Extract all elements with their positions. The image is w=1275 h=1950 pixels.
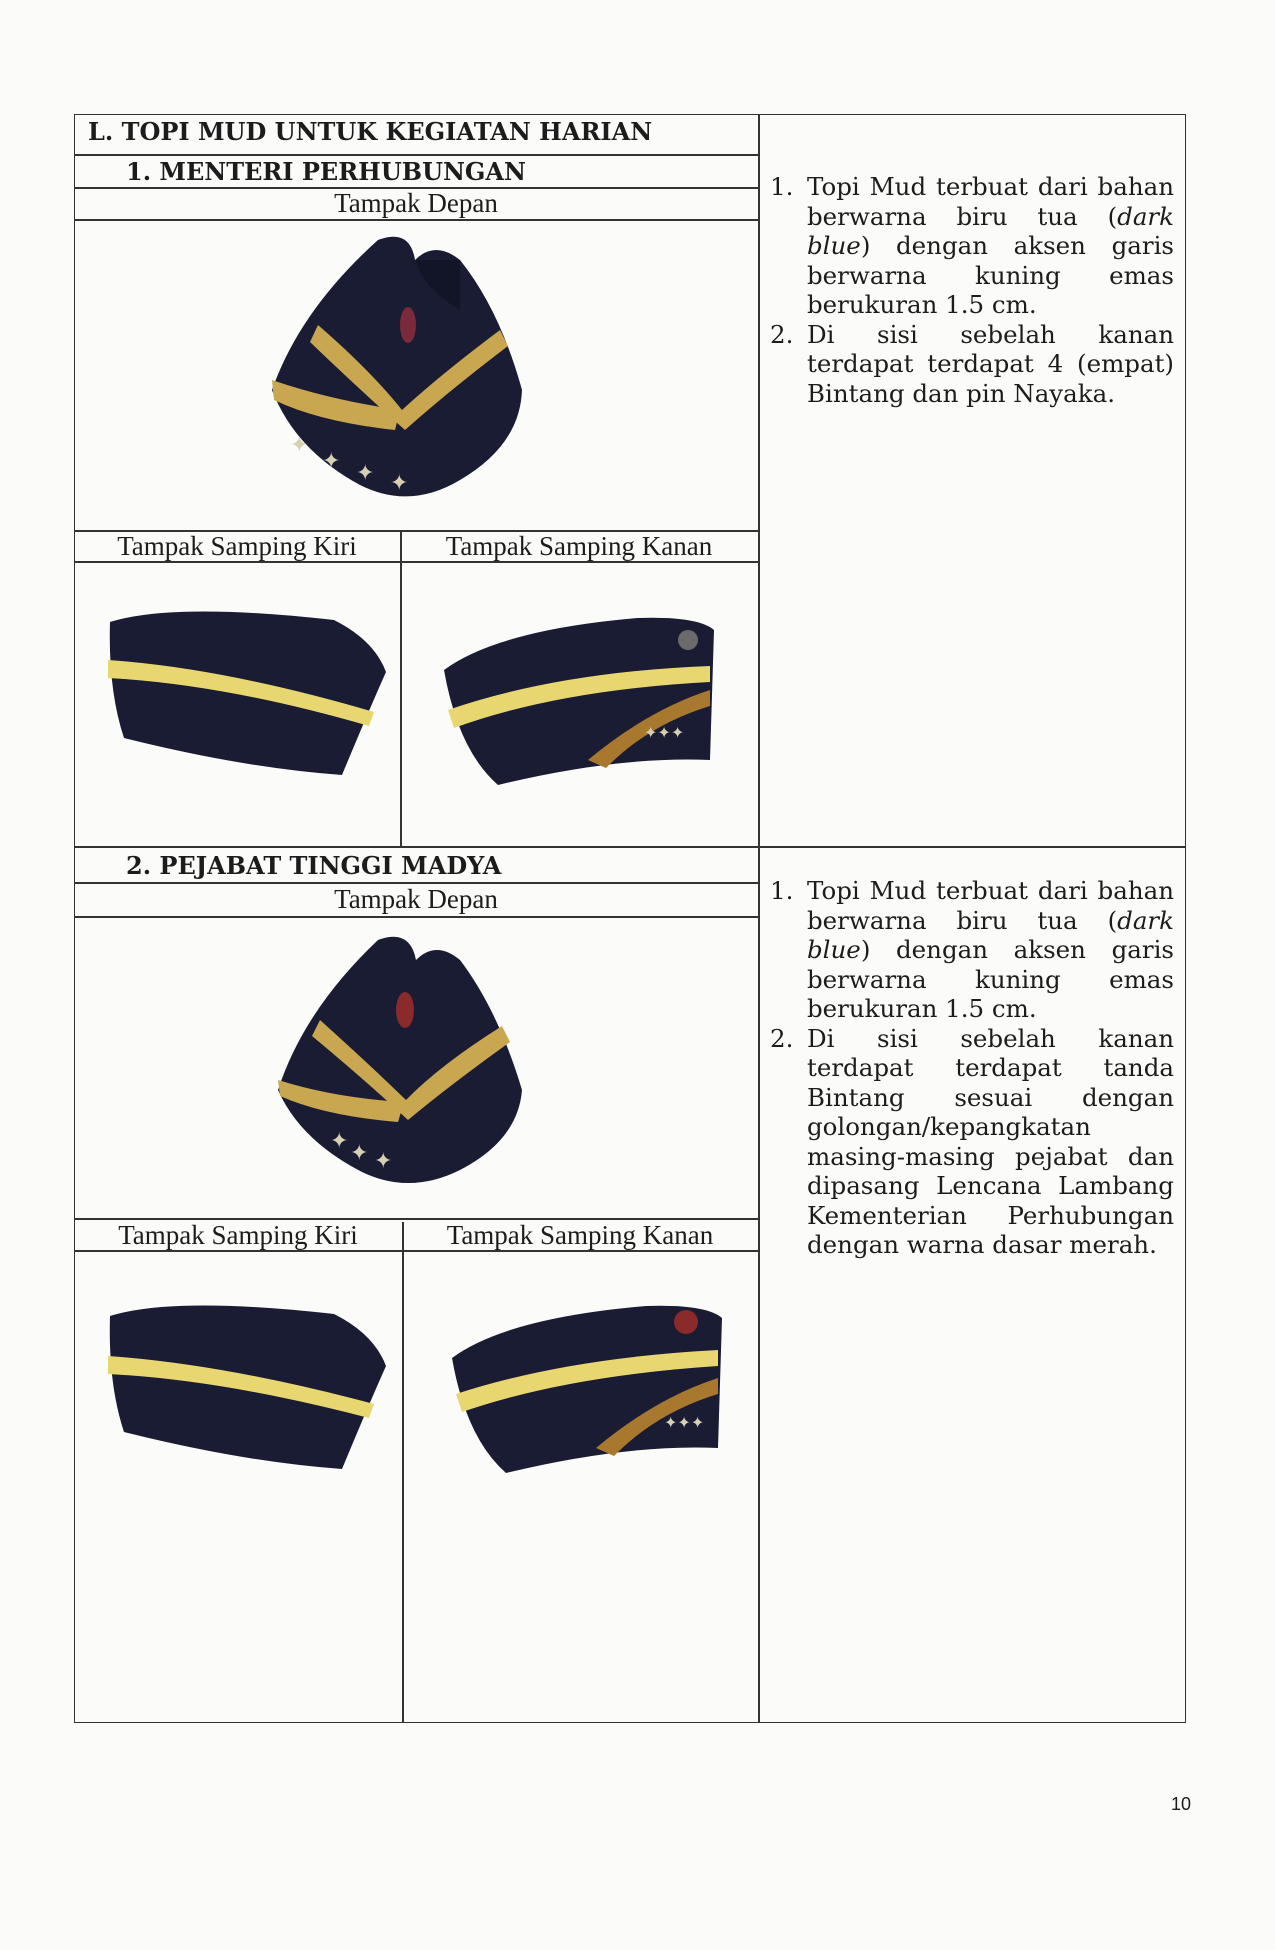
svg-text:✦: ✦ xyxy=(390,471,409,496)
left-view-label: Tampak Samping Kiri xyxy=(117,531,357,561)
description-item: 1. Topi Mud terbuat dari bahan berwarna biru tua (dark blue) dengan aksen garis berwarna kuning emas berukuran 1.5 cm. xyxy=(770,172,1174,319)
divider xyxy=(74,219,758,221)
divider xyxy=(402,1222,404,1723)
cap-front-image xyxy=(260,230,560,520)
description-1 xyxy=(770,172,1174,408)
svg-text:✦: ✦ xyxy=(356,461,375,486)
front-view-label: Tampak Depan xyxy=(334,188,498,218)
svg-text:✦: ✦ xyxy=(374,1149,393,1174)
description-item: 2. Di sisi sebelah kanan terdapat terdapat tanda Bintang sesuai dengan golongan/kepangkatan masing-masing pejabat dan dipasang Lencana Lambang Kementerian Perhubungan dengan warna dasar merah. xyxy=(770,1023,1174,1259)
cap-left-side-image xyxy=(104,600,394,780)
divider xyxy=(74,916,758,918)
item-heading: 1. MENTERI PERHUBUNGAN xyxy=(126,157,526,186)
svg-text:✦: ✦ xyxy=(290,433,309,458)
divider xyxy=(74,846,1186,848)
item-heading: 2. PEJABAT TINGGI MADYA xyxy=(126,851,502,880)
svg-text:✦✦✦: ✦✦✦ xyxy=(664,1413,705,1432)
description-item: 1. Topi Mud terbuat dari bahan berwarna biru tua (dark blue) dengan aksen garis berwarna kuning emas berukuran 1.5 cm. xyxy=(770,876,1174,1023)
svg-text:✦: ✦ xyxy=(322,449,341,474)
svg-text:✦: ✦ xyxy=(350,1141,369,1166)
divider xyxy=(758,114,760,1723)
cap-right-side-image xyxy=(438,610,728,790)
right-view-label: Tampak Samping Kanan xyxy=(445,531,713,561)
left-view-label: Tampak Samping Kiri xyxy=(118,1220,358,1250)
cap-front-image xyxy=(270,930,560,1200)
cap-left-side-image xyxy=(104,1294,394,1474)
right-view-label: Tampak Samping Kanan xyxy=(446,1220,714,1250)
description-2 xyxy=(770,876,1174,1260)
front-view-label: Tampak Depan xyxy=(334,884,498,914)
divider xyxy=(400,530,402,846)
section-title: L. TOPI MUD UNTUK KEGIATAN HARIAN xyxy=(88,117,653,146)
page-number: 10 xyxy=(1170,1794,1191,1814)
cap-right-side-image xyxy=(446,1298,736,1478)
svg-text:✦: ✦ xyxy=(330,1129,349,1154)
svg-text:✦✦✦: ✦✦✦ xyxy=(644,723,685,742)
description-item: 2. Di sisi sebelah kanan terdapat terdapat 4 (empat) Bintang dan pin Nayaka. xyxy=(770,319,1174,408)
